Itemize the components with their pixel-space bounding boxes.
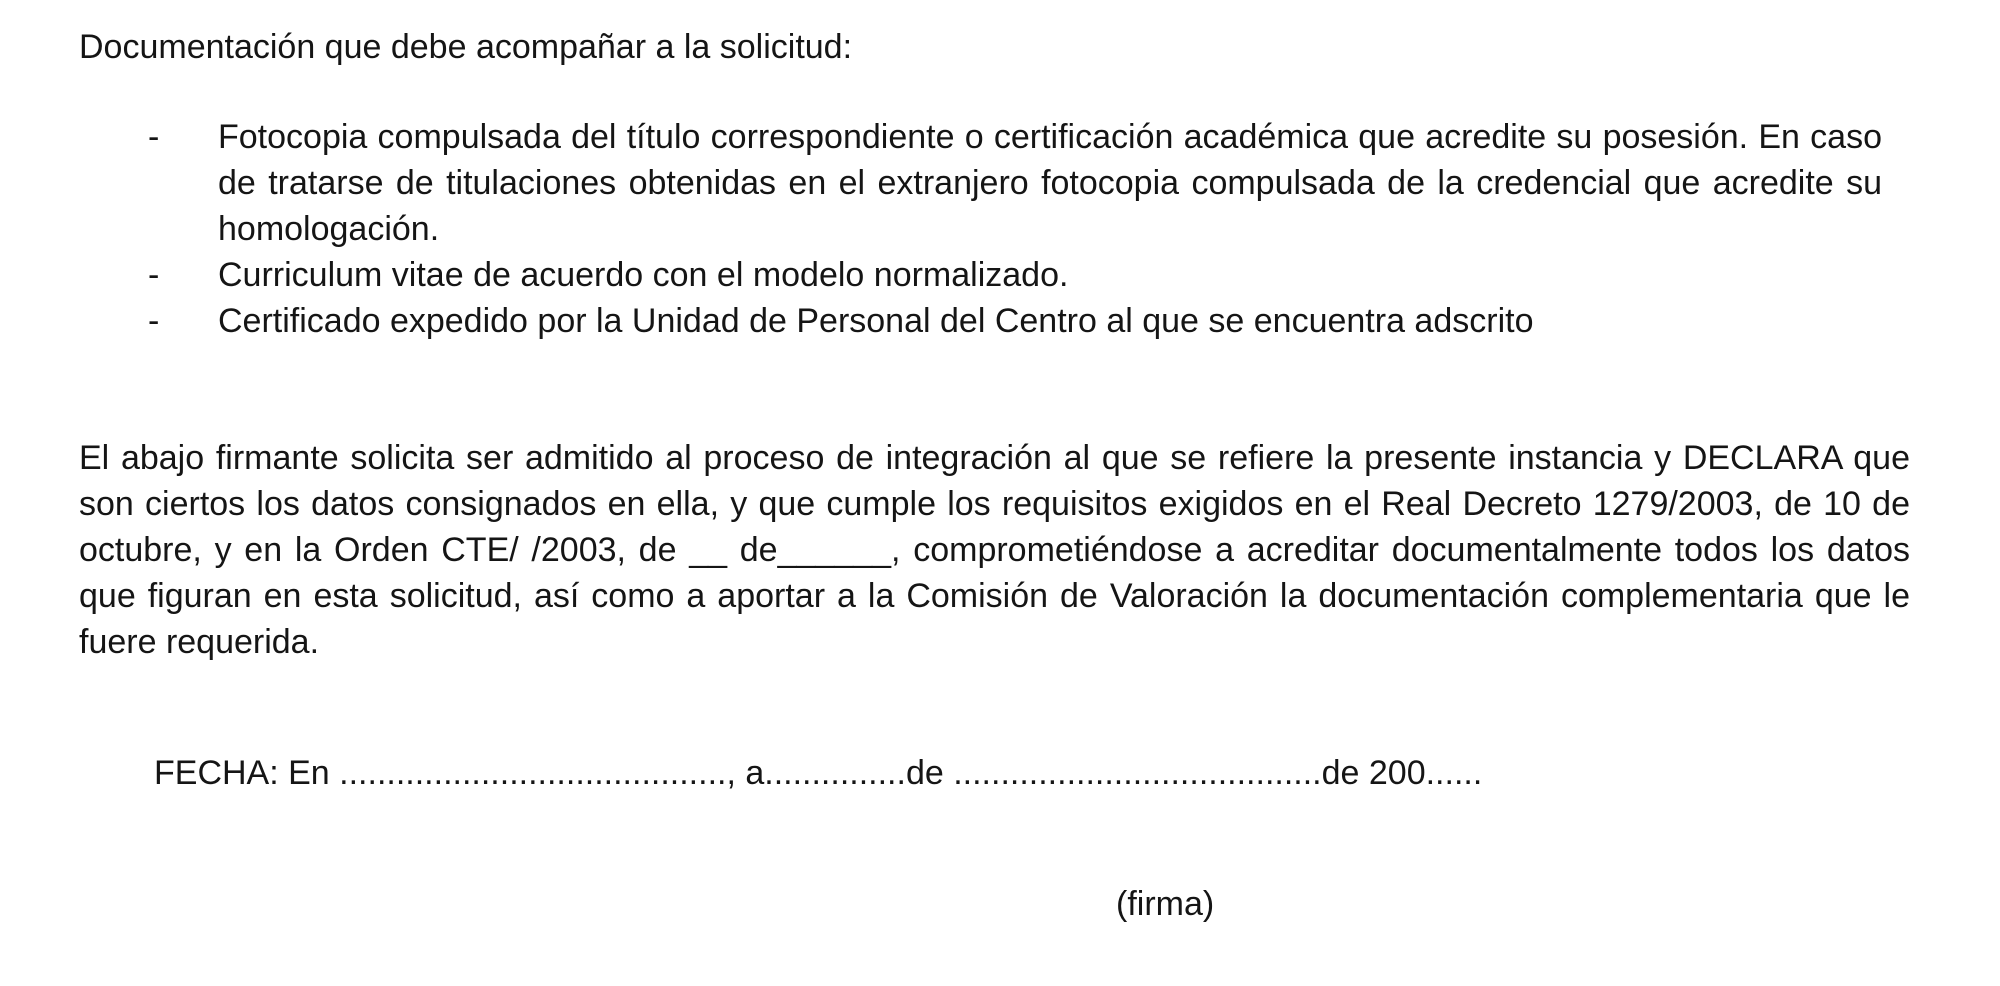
- signature-label: (firma): [1116, 885, 1215, 923]
- list-item: [148, 114, 1882, 252]
- list-item: [148, 252, 1882, 298]
- list-item-text: Curriculum vitae de acuerdo con el modelo normalizado.: [218, 256, 1069, 294]
- date-line: FECHA: En ........................................., a...............de .......................................de 200......: [154, 754, 1483, 792]
- list-item-text: Fotocopia compulsada del título correspondiente o certificación académica que acredite su posesión. En caso de tratarse de titulaciones obtenidas en el extranjero fotocopia compulsada de la credencial que acredite su homologación.: [218, 118, 1882, 248]
- list-bullet: -: [148, 302, 160, 340]
- list-bullet: -: [148, 256, 160, 294]
- list-item: [148, 298, 1882, 344]
- required-documents-list: [148, 114, 1882, 344]
- list-item-text: Certificado expedido por la Unidad de Personal del Centro al que se encuentra adscrito: [218, 302, 1534, 340]
- list-bullet: -: [148, 118, 160, 156]
- documentation-heading: Documentación que debe acompañar a la solicitud:: [79, 28, 853, 66]
- declaration-paragraph: El abajo firmante solicita ser admitido al proceso de integración al que se refiere la presente instancia y DECLARA que son ciertos los datos consignados en ella, y que cumple los requisitos exigidos en el Real Decreto 1279/2003, de 10 de octubre, y en la Orden CTE/ /2003, de __ de______, comprometiéndose a acreditar documentalmente todos los datos que figuran en esta solicitud, así como a aportar a la Comisión de Valoración la documentación complementaria que le fuere requerida.: [79, 439, 1910, 661]
